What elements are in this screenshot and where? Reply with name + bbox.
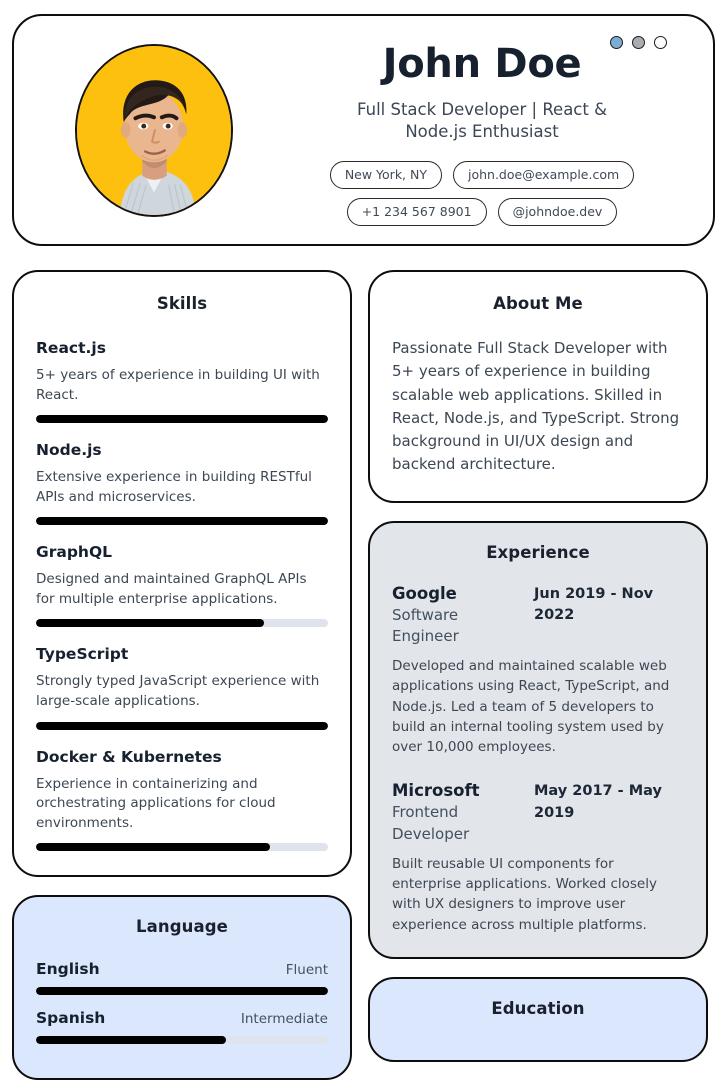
content-columns (12, 270, 715, 1080)
contact-email-pill[interactable]: john.doe@example.com (453, 161, 634, 189)
avatar-photo-icon (77, 46, 231, 215)
skill-progress-fill (36, 843, 270, 851)
skill-item (36, 748, 328, 852)
window-dots (610, 36, 667, 49)
experience-item-left (392, 584, 520, 649)
right-column (368, 270, 708, 1080)
language-card (12, 895, 352, 1080)
skill-progress-fill (36, 415, 328, 423)
language-progress-track (36, 1036, 328, 1044)
experience-card (368, 521, 708, 959)
skill-progress-track (36, 415, 328, 423)
experience-list (392, 584, 684, 935)
skill-progress-fill (36, 619, 264, 627)
experience-item-head (392, 584, 684, 649)
skill-progress-fill (36, 722, 328, 730)
experience-item (392, 781, 684, 935)
language-level-label: Fluent (285, 962, 328, 979)
experience-period: May 2017 - May 2019 (534, 783, 662, 821)
experience-company: Google (392, 583, 457, 603)
skill-progress-track (36, 722, 328, 730)
skill-description: Designed and maintained GraphQL APIs for multiple enterprise applications. (36, 571, 307, 607)
experience-company: Microsoft (392, 781, 480, 801)
left-column (12, 270, 352, 1080)
language-level-label: Intermediate (240, 1011, 328, 1028)
experience-item-left (392, 781, 520, 846)
skill-description: Extensive experience in building RESTful APIs and microservices. (36, 469, 312, 505)
experience-item-head (392, 781, 684, 846)
language-name: English (36, 960, 100, 979)
experience-role: Frontend Developer (392, 803, 470, 843)
skill-name: TypeScript (36, 645, 129, 664)
experience-description: Built reusable UI components for enterprise applications. Worked closely with UX designers to improve user experience across multiple platforms. (392, 855, 657, 933)
language-row (36, 960, 328, 978)
skill-item (36, 339, 328, 423)
experience-period: Jun 2019 - Nov 2022 (534, 585, 654, 624)
avatar (75, 44, 233, 217)
about-card (368, 270, 708, 503)
skill-progress-track (36, 619, 328, 627)
language-progress-fill (36, 1036, 226, 1044)
language-title: Language (136, 917, 228, 937)
contact-row-2 (275, 198, 689, 226)
skill-item (36, 543, 328, 627)
contact-phone-pill[interactable]: +1 234 567 8901 (347, 198, 487, 226)
window-dot-white-icon[interactable] (654, 36, 667, 49)
profile-info (275, 25, 695, 236)
skill-name: React.js (36, 339, 106, 357)
skill-name: GraphQL (36, 543, 113, 562)
skill-description: 5+ years of experience in building UI with React. (36, 367, 320, 403)
skill-item (36, 645, 328, 729)
about-title: About Me (493, 294, 583, 313)
skill-progress-track (36, 517, 328, 525)
experience-title: Experience (486, 542, 590, 562)
skills-list (36, 339, 328, 851)
skill-progress-fill (36, 517, 328, 525)
experience-role: Software Engineer (392, 605, 459, 646)
experience-item (392, 584, 684, 758)
language-list (36, 960, 328, 1044)
skill-item (36, 441, 328, 525)
language-progress-track (36, 987, 328, 995)
skills-title: Skills (156, 294, 208, 313)
experience-description: Developed and maintained scalable web applications using React, TypeScript, and Node.js. Led a team of 5 developers to build an internal tooling system used by over 10,000 employees. (392, 658, 670, 755)
contact-handle-pill[interactable]: @johndoe.dev (498, 198, 618, 226)
skill-description: Experience in containerizing and orchestrating applications for cloud environments. (36, 775, 276, 831)
avatar-wrapper (32, 44, 275, 217)
language-item (36, 960, 328, 995)
window-dot-gray-icon[interactable] (632, 36, 645, 49)
language-progress-fill (36, 987, 328, 995)
skill-name: Docker & Kubernetes (36, 747, 222, 766)
window-dot-blue-icon[interactable] (610, 36, 623, 49)
skill-name: Node.js (36, 441, 102, 460)
profile-header-card (12, 14, 715, 246)
page-title: John Doe (382, 40, 582, 87)
language-item (36, 1009, 328, 1044)
contact-row-1 (275, 161, 689, 189)
skill-description: Strongly typed JavaScript experience with large-scale applications. (36, 673, 320, 709)
education-title: Education (491, 998, 585, 1018)
education-card (368, 977, 708, 1062)
about-text: Passionate Full Stack Developer with 5+ years of experience in building scalable web applications. Skilled in React, Node.js, and TypeScript. Strong background in UI/UX design and backend architecture. (392, 339, 680, 474)
contact-pills (275, 161, 689, 235)
language-row (36, 1009, 328, 1027)
contact-location-pill[interactable]: New York, NY (330, 161, 442, 189)
skills-card (12, 270, 352, 877)
skill-progress-track (36, 843, 328, 851)
language-name: Spanish (36, 1009, 106, 1028)
profile-tagline: Full Stack Developer | React & Node.js Enthusiast (357, 99, 607, 141)
